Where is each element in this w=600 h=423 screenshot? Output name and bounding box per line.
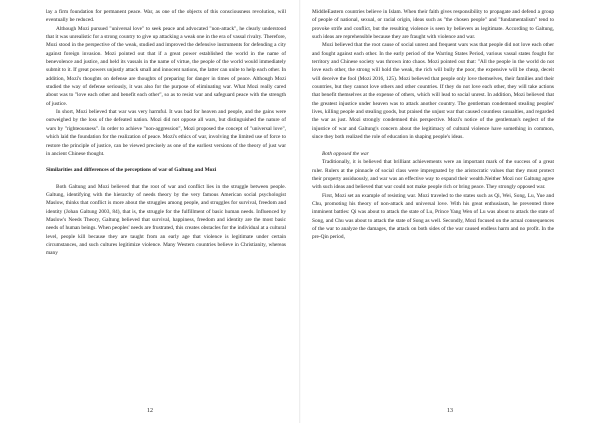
paragraph: Both Galtung and Mozi believed that the root of war and conflict lies in the struggle between people. Galtung, identifying with the hierarchy of needs theory by the very famous American social psychologist Maslow, thinks that conflict is more about the struggles among people, and struggles for survival, freedom and identity (Johan Galtung 2003, 84), that is, the struggle for the fulfillment of basic human needs. Influenced by Maslow's Needs Theory, Galtung believed that survival, happiness, freedom and identity are the most basic needs of human beings. When peoples' needs are frustrated, this creates obstacles for the individual at a cultural level, people kill because they are taught from an early age that violence is legitimate under certain circumstances, and such cultures legitimize violence. Many Western countries believe in Christianity, whereas many [46, 183, 286, 257]
paragraph: In short, Mozi believed that war was very harmful. It was bad for heaven and people, and the gains were outweighed by the loss of the defeated nation. Mozi did not oppose all wars, but distinguished the nature of wars by "righteousness". In order to achieve "non-aggression", Mozi proposed the concept of "universal love", which laid the foundation for the realization of peace. Mozi's ethics of war, involving the limited use of force to restore the principle of justice, can be viewed precisely as one of the earliest versions of the theory of just war in ancient Chinese thought. [46, 109, 286, 157]
page-number: 13 [447, 408, 453, 414]
left-page-body [46, 8, 286, 258]
paragraph: Traditionally, it is believed that brilliant achievements were an important mark of the success of a great ruler. Rulers at the pinnacle of social class were impregnated by the aristocratic values that they must protect their property assiduously, and war was an effective way to expand their wealth.Neither Mozi nor Galtung agree with such ideas and believed that war could not make people rich or bring peace. They strongly opposed war. [312, 159, 554, 191]
paragraph: First, Mozi set an example of resisting war. Mozi traveled to the states such as Qi, Wei, Song, Lu, Yue and Chu, promoting his theory of non-attack and universal love. With his great enthusiasm, he prevented three imminent battles: Qi was about to attack the state of Lu, Prince Yang Wen of Lu was about to attack the state of Song, and Chu was about to attack the state of Song as well. Secondly, Mozi focused on the actual consequences of the war to analyze the damages, the attack on both sides of the war caused endless harm and no profit. In the pre-Qin period, [312, 192, 554, 241]
right-page [300, 0, 600, 423]
paragraph: Mozi believed that the root cause of social unrest and frequent wars was that people did not love each other and fought against each other. In the early period of the Warring States Period, various vassal states fought for territory and Chinese society was thrown into chaos. Mozi pointed out that: "All the people in the world do not love each other, the strong will hold the weak, the rich will bully the poor, the expensive will be cheap, deceit will deceive the fool (Mozi 2016, 125). Mozi believed that people only love themselves, their families and their countries, but they cannot love others and other countries. If they do not love each other, they will take actions that benefit themselves at the expense of others, which will lead to social unrest. In addition, Mozi believed that the greatest injustice under heaven was to attack another country. The gentleman condemned stealing peoples' lives, killing people and stealing goods, but praised the unjust war that caused countless casualties, and regarded the war as just. Mozi strongly condemned this perspective. Mozi's notice of the gentleman's neglect of the injustice of war and Galtung's concern about the legitimacy of cultural violence have something in common, since they both realized the role of education in shaping people's ideas. [312, 42, 554, 141]
page-number: 12 [147, 408, 153, 414]
section-heading: Similarities and differences of the perceptions of war of Galtung and Mozi [46, 167, 217, 174]
paragraph: Although Mozi pursued "universal love" to seek peace and advocated "non-attack", he clearly understood that it was unrealistic for a strong country to give up attacking a weak one in the era of vassal rivalry. Therefore, Mozi stood in the perspective of the weak, studied and improved the defensive instruments for defending a city against foreign invasion. Mozi pointed out that if a great power established the world in the name of benevolence and justice, and held its vassals in the name of virtue, the people of the world would immediately submit to it. If great powers unjustly attack small and innocent nations, the latter can unite to help each other. In addition, Mozi's thoughts on defense are thoughts of preparing for danger in times of peace. Although Mozi studied the way of defense seriously, it was also for the purpose of eliminating war. What Mozi really cared about was to "love each other and benefit each other", so as to resist war and safeguard peace with the strength of justice. [46, 25, 286, 107]
paragraph: MiddleEastern countries believe in Islam. When their faith gives responsibility to propagate and defend a group of people of national, sexual, or racial origin, ideas such as "the chosen people" and "fundamentalism" tend to provoke strife and conflict, but the resulting violence is seen by believers as legitimate. According to Galtung, such ideas are reprehensible because they are fraught with violence and war. [312, 9, 554, 41]
paragraph: lay a firm foundation for permanent peace. War, as one of the objects of this consciousness revolution, will eventually be reduced. [46, 9, 286, 24]
right-page-body [312, 8, 554, 242]
subsection-heading: Both opposed the war [322, 150, 369, 157]
